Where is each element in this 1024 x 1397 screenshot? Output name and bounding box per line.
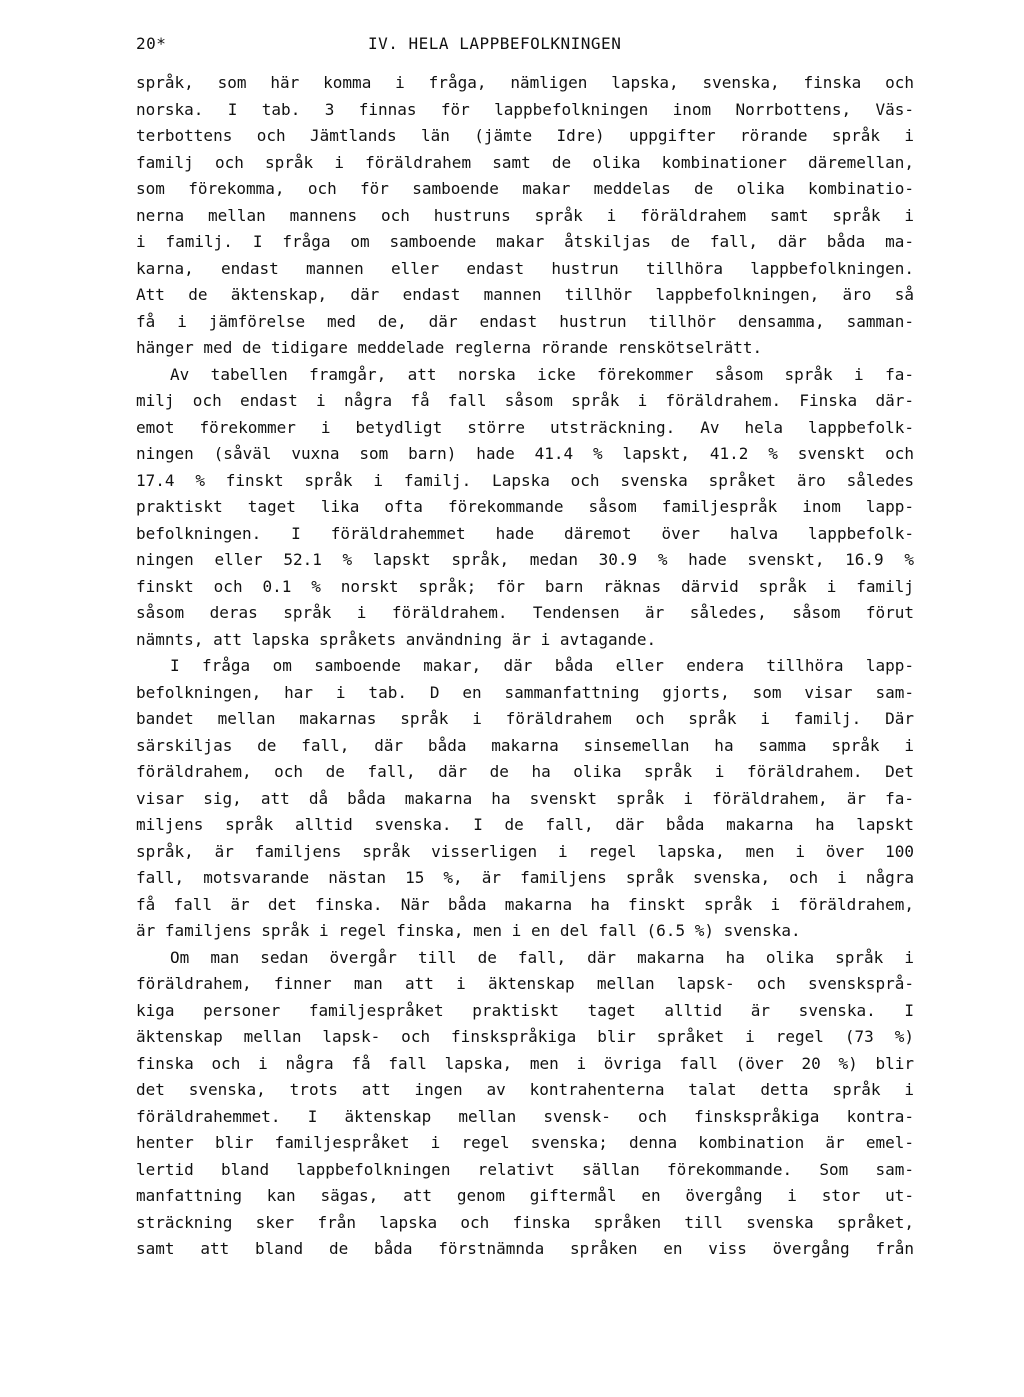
text-line: karna, endast mannen eller endast hustrun tillhöra lappbefolkningen.: [136, 258, 914, 278]
paragraph: [136, 362, 914, 654]
text-line: få fall är det finska. När båda makarna ha finskt språk i föräldrahem,: [136, 894, 914, 914]
text-line: Av tabellen framgår, att norska icke förekommer såsom språk i fa-: [170, 364, 914, 384]
text-line: äktenskap mellan lapsk- och finskspråkiga blir språket i regel (73 %): [136, 1027, 914, 1046]
text-line: språk, som här komma i fråga, nämligen lapska, svenska, finska och: [136, 73, 914, 92]
text-line: nämnts, att lapska språkets användning är i avtagande.: [136, 629, 657, 649]
running-head: IV. HELA LAPPBEFOLKNINGEN: [368, 34, 622, 53]
text-line: ningen eller 52.1 % lapskt språk, medan 30.9 % hade svenskt, 16.9 %: [136, 550, 914, 569]
text-line: lertid bland lappbefolkningen relativt sällan förekommande. Som sam-: [136, 1159, 914, 1179]
text-line: terbottens och Jämtlands län (jämte Idre) uppgifter rörande språk i: [136, 126, 914, 145]
text-line: 17.4 % finskt språk i familj. Lapska och svenska språket äro således: [136, 470, 914, 490]
text-line: sträckning sker från lapska och finska språken till svenska språket,: [136, 1212, 914, 1232]
text-line: som förekomma, och för samboende makar meddelas de olika kombinatio-: [136, 179, 914, 198]
text-line: henter blir familjespråket i regel svenska; denna kombination är emel-: [136, 1133, 914, 1152]
text-line: såsom deras språk i föräldrahem. Tendensen är således, såsom förut: [136, 603, 914, 622]
text-line: visar sig, att då båda makarna ha svenskt språk i föräldrahem, är fa-: [136, 788, 914, 808]
text-line: ningen (såväl vuxna som barn) hade 41.4 % lapskt, 41.2 % svenskt och: [136, 444, 914, 463]
text-line: miljens språk alltid svenska. I de fall, där båda makarna ha lapskt: [136, 815, 914, 834]
text-line: få i jämförelse med de, där endast hustrun tillhör densamma, samman-: [136, 311, 914, 331]
text-line: Om man sedan övergår till de fall, där makarna ha olika språk i: [170, 947, 914, 967]
text-line: emot förekommer i betydligt större utsträckning. Av hela lappbefolk-: [136, 417, 914, 437]
text-line: familj och språk i föräldrahem samt de olika kombinationer däremellan,: [136, 152, 914, 172]
text-line: språk, är familjens språk visserligen i regel lapska, men i över 100: [136, 841, 914, 861]
text-line: befolkningen. I föräldrahemmet hade däremot över halva lappbefolk-: [136, 523, 914, 543]
text-line: kiga personer familjespråket praktiskt taget alltid är svenska. I: [136, 1000, 914, 1020]
text-line: föräldrahem, och de fall, där de ha olika språk i föräldrahem. Det: [136, 762, 914, 781]
page-number: 20*: [136, 34, 167, 53]
page-header: [136, 34, 916, 60]
text-line: hänger med de tidigare meddelade reglerna rörande renskötselrätt.: [136, 338, 763, 357]
text-line: befolkningen, har i tab. D en sammanfattning gjorts, som visar sam-: [136, 682, 914, 702]
text-line: Att de äktenskap, där endast mannen tillhör lappbefolkningen, äro så: [136, 285, 914, 304]
text-line: föräldrahem, finner man att i äktenskap mellan lapsk- och svensksprå-: [136, 974, 914, 993]
paragraph: [136, 70, 914, 362]
paragraph: [136, 945, 914, 1263]
text-line: nerna mellan mannens och hustruns språk i föräldrahem samt språk i: [136, 205, 914, 225]
text-line: praktiskt taget lika ofta förekommande såsom familjespråk inom lapp-: [136, 497, 914, 516]
text-line: samt att bland de båda förstnämnda språken en viss övergång från: [136, 1239, 914, 1258]
text-line: bandet mellan makarnas språk i föräldrahem och språk i familj. Där: [136, 709, 914, 728]
text-line: finskt och 0.1 % norskt språk; för barn räknas därvid språk i familj: [136, 576, 914, 596]
text-line: finska och i några få fall lapska, men i övriga fall (över 20 %) blir: [136, 1053, 914, 1073]
text-line: föräldrahemmet. I äktenskap mellan svensk- och finskspråkiga kontra-: [136, 1106, 914, 1126]
text-line: det svenska, trots att ingen av kontrahenterna talat detta språk i: [136, 1080, 914, 1099]
text-line: är familjens språk i regel finska, men i en del fall (6.5 %) svenska.: [136, 921, 801, 940]
body-text: [136, 70, 914, 1263]
text-line: manfattning kan sägas, att genom giftermål en övergång i stor ut-: [136, 1186, 914, 1205]
paragraph: [136, 653, 914, 945]
text-line: fall, motsvarande nästan 15 %, är familjens språk svenska, och i några: [136, 868, 914, 887]
text-line: särskiljas de fall, där båda makarna sinsemellan ha samma språk i: [136, 735, 914, 755]
text-line: i familj. I fråga om samboende makar åtskiljas de fall, där båda ma-: [136, 232, 914, 251]
text-line: I fråga om samboende makar, där båda eller endera tillhöra lapp-: [170, 656, 914, 675]
text-line: milj och endast i några få fall såsom språk i föräldrahem. Finska där-: [136, 391, 914, 410]
text-line: norska. I tab. 3 finnas för lappbefolkningen inom Norrbottens, Väs-: [136, 99, 914, 119]
